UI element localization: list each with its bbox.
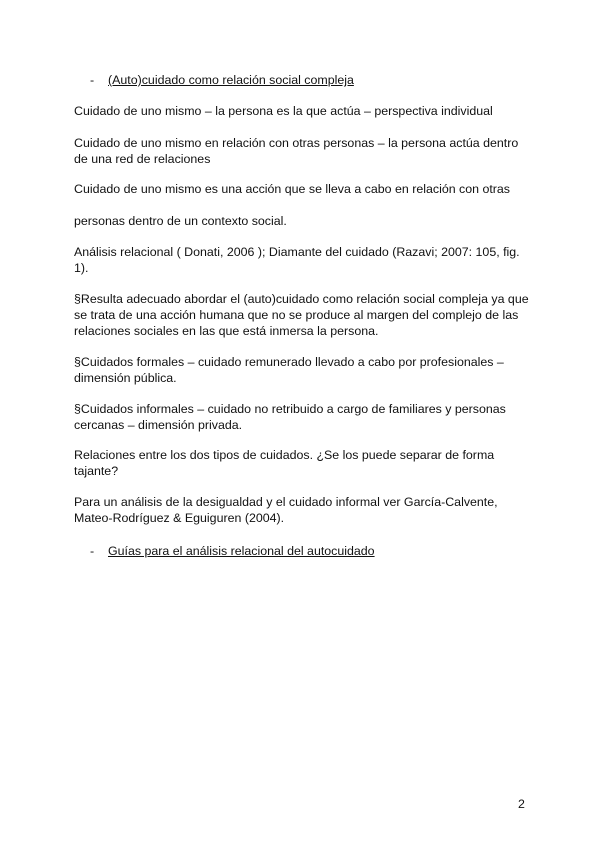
- text-line: dimensión pública.: [74, 371, 177, 385]
- text-line: relaciones sociales en las que está inmersa la persona.: [74, 324, 379, 338]
- paragraph-relaciones-tipos: [74, 447, 536, 479]
- text-line: de una red de relaciones: [74, 152, 211, 166]
- text-line: Cuidado de uno mismo en relación con otras personas – la persona actúa dentro: [74, 136, 519, 150]
- text-line: Análisis relacional ( Donati, 2006 ); Diamante del cuidado (Razavi; 2007: 105, fig.: [74, 245, 520, 259]
- text-line: Cuidado de uno mismo – la persona es la que actúa – perspectiva individual: [74, 104, 493, 118]
- paragraph-contexto-social: [74, 213, 536, 229]
- text-line: Para un análisis de la desigualdad y el cuidado informal ver García-Calvente,: [74, 495, 498, 509]
- paragraph-analisis-relacional: [74, 244, 536, 276]
- text-line: §Resulta adecuado abordar el (auto)cuidado como relación social compleja ya que: [74, 292, 529, 306]
- text-line: personas dentro de un contexto social.: [74, 214, 287, 228]
- text-line: 1).: [74, 261, 89, 275]
- text-line: Cuidado de uno mismo es una acción que se lleva a cabo en relación con otras: [74, 182, 511, 196]
- text-line: §Cuidados informales – cuidado no retribuido a cargo de familiares y personas: [74, 402, 506, 416]
- text-line: tajante?: [74, 464, 119, 478]
- text-line: cercanas – dimensión privada.: [74, 418, 243, 432]
- section-heading-autocuidado: (Auto)cuidado como relación social compleja: [108, 73, 354, 87]
- bullet-marker: -: [90, 73, 95, 87]
- text-line: Mateo-Rodríguez & Eguiguren (2004).: [74, 511, 285, 525]
- paragraph-accion-relacion: [74, 181, 536, 197]
- bullet-marker: -: [90, 544, 95, 558]
- paragraph-cuidados-informales: [74, 401, 536, 433]
- page-number: 2: [518, 797, 525, 811]
- paragraph-relacion-social-compleja: [74, 291, 536, 339]
- paragraph-cuidados-formales: [74, 354, 536, 386]
- section-heading-guias: Guías para el análisis relacional del autocuidado: [108, 544, 375, 558]
- paragraph-desigualdad: [74, 494, 536, 526]
- paragraph-perspectiva-individual: [74, 103, 536, 119]
- text-line: se trata de una acción humana que no se produce al margen del complejo de las: [74, 308, 519, 322]
- paragraph-red-de-relaciones: [74, 135, 536, 167]
- text-line: §Cuidados formales – cuidado remunerado llevado a cabo por profesionales –: [74, 355, 504, 369]
- text-line: Relaciones entre los dos tipos de cuidados. ¿Se los puede separar de forma: [74, 448, 495, 462]
